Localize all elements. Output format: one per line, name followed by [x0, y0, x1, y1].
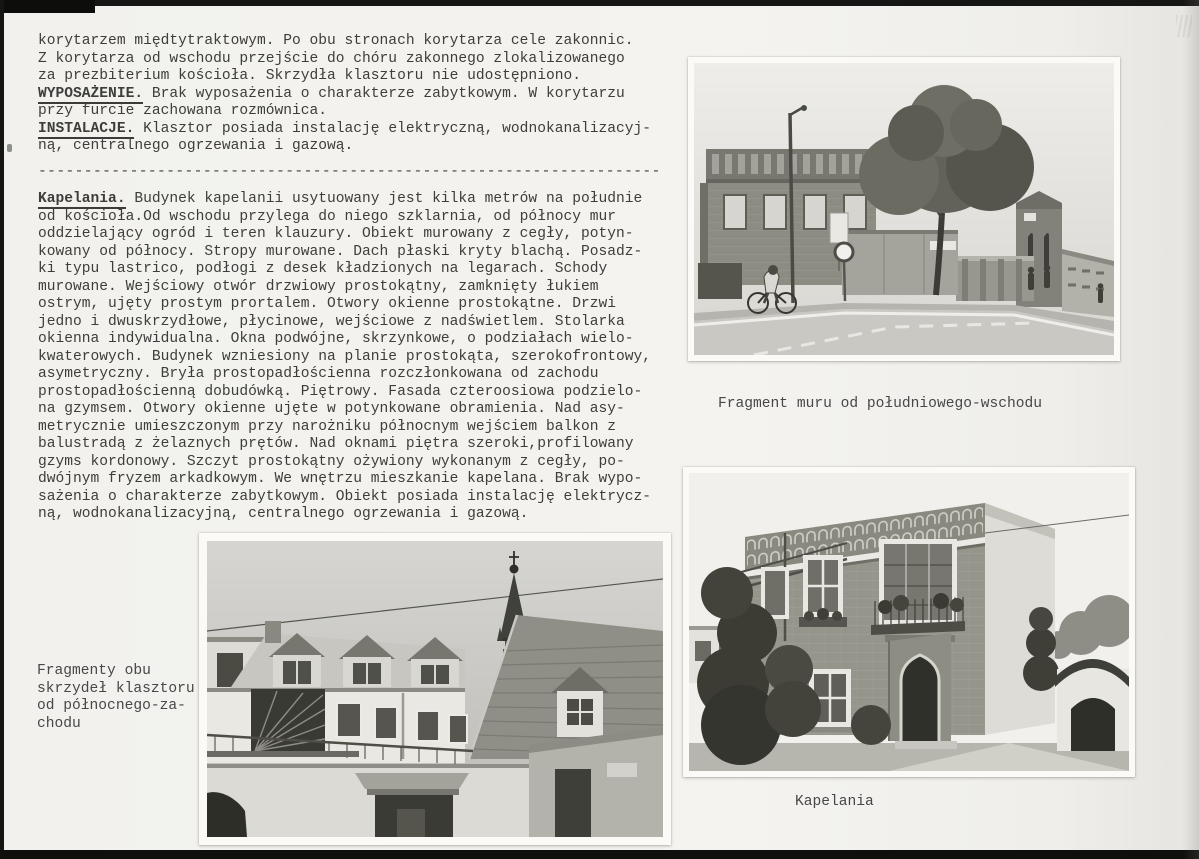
right-distant-buildings — [1062, 249, 1114, 317]
separator-line: -------------------------------------------------------------------- — [38, 163, 661, 180]
street-scene-illustration — [694, 63, 1114, 355]
hedge — [698, 263, 742, 299]
scan-edge-bottom — [0, 850, 1199, 859]
scan-edge-left — [0, 0, 4, 859]
entrance-porch — [889, 633, 957, 749]
scan-speck — [7, 144, 12, 152]
garden-gate — [1055, 659, 1129, 751]
kapelania-illustration — [689, 473, 1129, 771]
photo-street-view — [688, 57, 1120, 361]
monastery-wings-illustration — [207, 541, 663, 837]
upper-window — [799, 555, 847, 627]
kapelania-paragraph: Kapelania. Budynek kapelanii usytuowany jest kilka metrów na południe od kościoła.Od wschodu przylega do niego szklarnia, od północy mur oddzielający ogród i teren klauzury. Obiekt murowany z cegły, potyn- kowany od północy. Stropy murowane. Dach płaski kryty blachą. Posadz- ki typu lastrico, podłogi z desek kładzionych na legarach. Schody murowane. Wejściowy otwór drzwiowy prostokątny, zamknięty łukiem ostrym, ujęty prostym prortalem. Otwory okienne prostokątne. Drzwi jedno i dwuskrzydłowe, płycinowe, wejściowe z nadświetlem. Stolarka okienna indywidualna. Okna podwójne, skrzynkowe, o podziałach wielo- kwaterowych. Budynek wzniesiony na planie prostokąta, szerokofrontowy, asymetryczny. Bryła prostopadłościenna rozczłonkowana od zachodu prostopadłościenną dobudówką. Piętrowy. Fasada czteroosiowa podzielo- na gzymsem. Otwory okienne ujęte w potynkowane obramienia. Nad asy- metrycznie umieszczonym przy narożniku północnym wejściem balkon z balustradą z żelaznych prętów. Nad oknami piętra szeroki,profilowany gzyms kordonowy. Szczyt prostokątny ożywiony wykonanym z cegły, po- dwójnym fryzem arkadkowym. We wnętrzu mieszkanie kapelana. Brak wypo- sażenia o charakterze zabytkowym. Obiekt posiada instalację elektrycz- ną, wodnokanalizacyjną, centralnego ogrzewania i gazową. — [38, 191, 652, 522]
intro-paragraph: korytarzem międtytraktowym. Po obu stronach korytarza cele zakonnic. Z korytarza od wschodu przejście do chóru zakonnego zlokalizowanego za prezbiterium kościoła. Skrzydła klasztoru nie udostępniono. WYPOSAŻENIE. Brak wyposażenia o charakterze zabytkowym. W korytarzu przy furcie zachowana rozmównica. INSTALACJE. Klasztor posiada instalację elektryczną, wodnokanalizacyj- ną, centralnego ogrzewania i gazową. — [38, 33, 652, 154]
caption-kapelania: Kapelania — [795, 794, 874, 810]
scan-edge-top — [0, 0, 1199, 6]
photo-kapelania — [683, 467, 1135, 777]
photo-monastery-wings — [199, 533, 671, 845]
right-outbuilding — [529, 727, 663, 837]
scan-edge-top-left — [0, 0, 95, 13]
page-edge-shadow — [1183, 0, 1199, 859]
body-text — [38, 33, 663, 524]
dormers — [269, 633, 463, 687]
pencil-mark — [1176, 15, 1192, 37]
caption-wall-fragment: Fragment muru od południowego-wschodu — [718, 396, 1043, 412]
pillared-wall — [956, 256, 1034, 301]
caption-monastery-wings: Fragmenty obu skrzydeł klasztoru od północnego-za- chodu — [37, 663, 195, 732]
